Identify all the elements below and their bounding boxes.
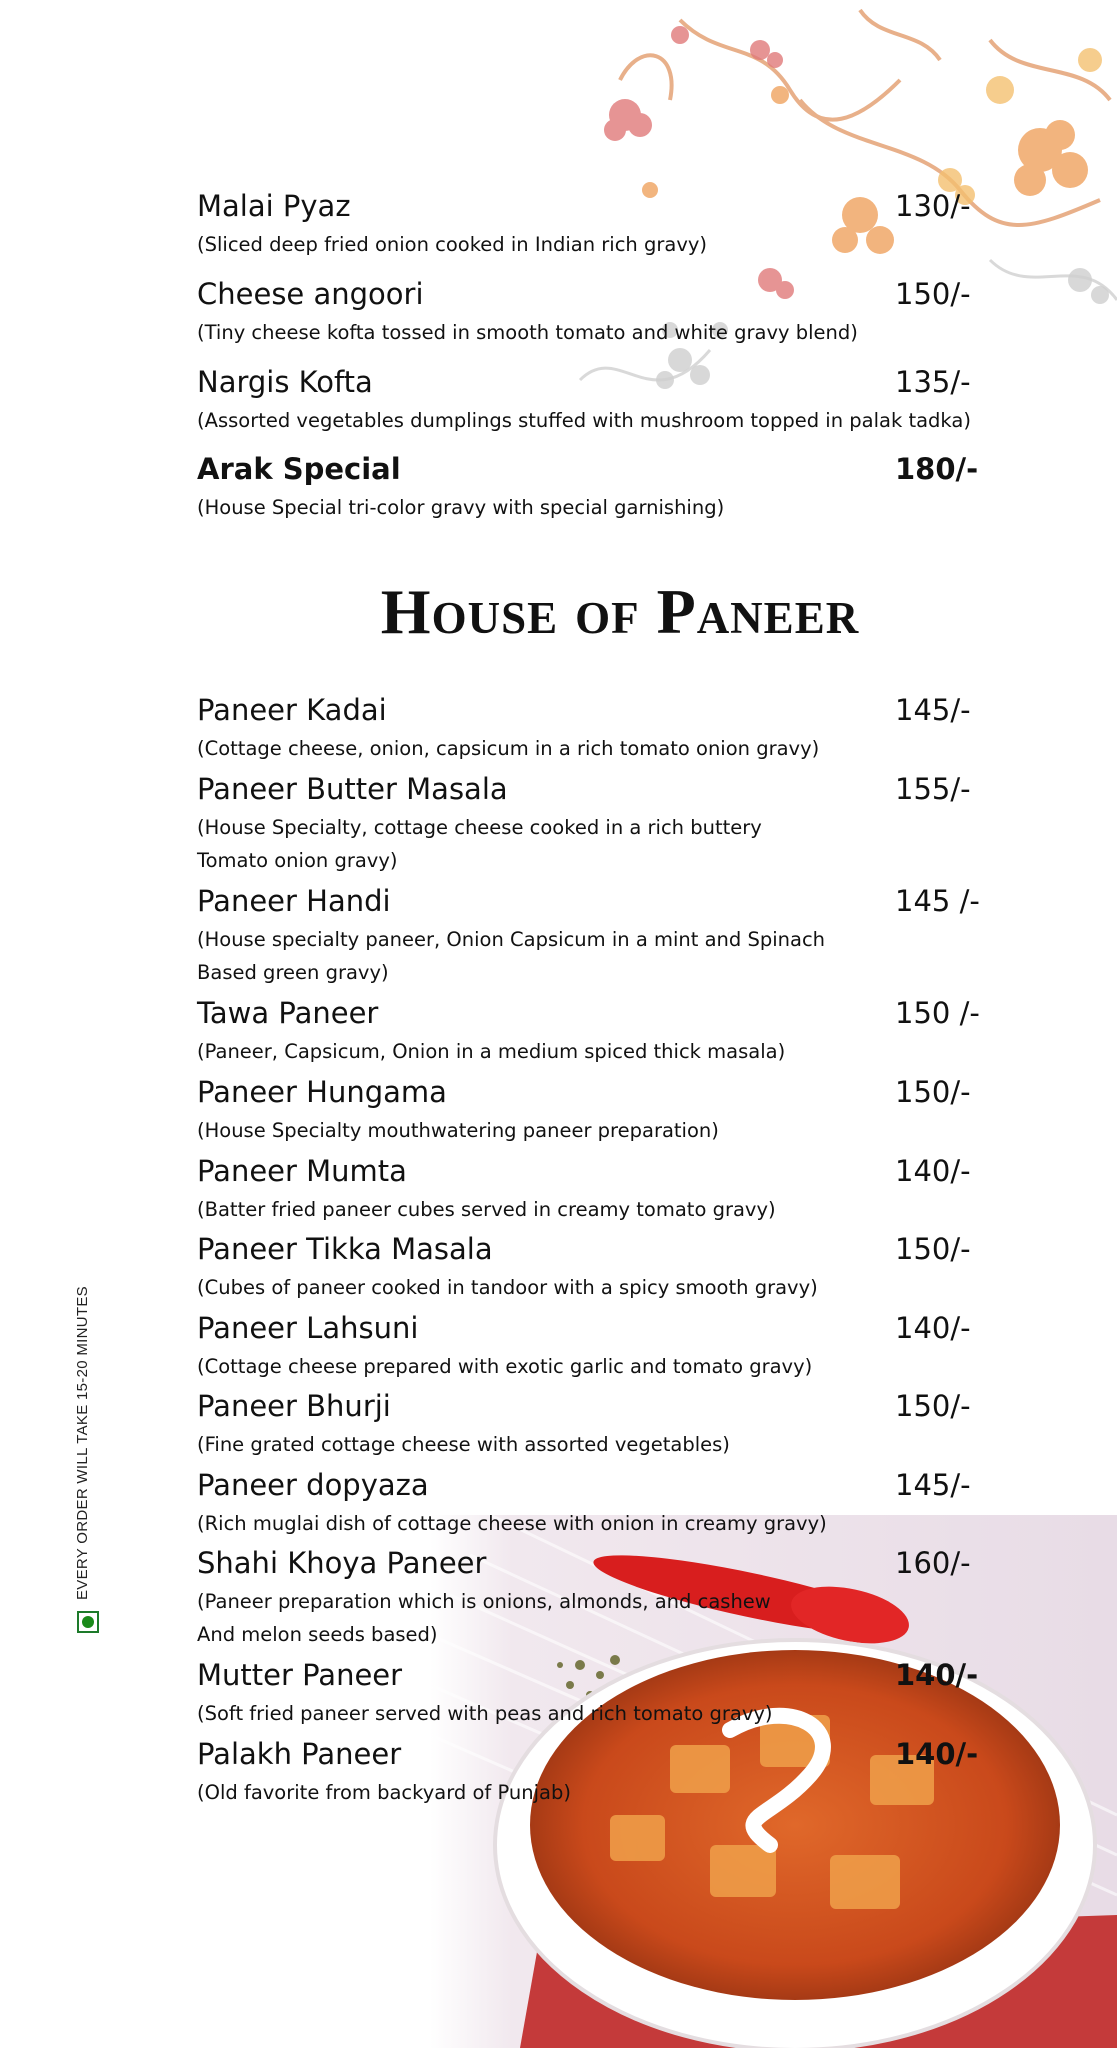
item-name: Paneer Butter Masala [197,772,508,806]
item-description: (Rich muglai dish of cottage cheese with onion in creamy gravy) [197,1512,827,1535]
item-price: 145/- [895,1468,971,1502]
item-name: Paneer Lahsuni [197,1311,419,1345]
item-name: Paneer Hungama [197,1075,447,1109]
item-name: Paneer Mumta [197,1154,407,1188]
item-price: 150 /- [895,996,980,1030]
item-name: Paneer dopyaza [197,1468,429,1502]
item-price: 150/- [895,1389,971,1423]
item-description-line: Based green gravy) [197,961,389,984]
item-price: 145/- [895,693,971,727]
item-description: (Sliced deep fried onion cooked in Indian rich gravy) [197,233,708,256]
item-price: 150/- [895,1232,971,1266]
veg-symbol-icon [77,1611,99,1633]
item-description: (Soft fried paneer served with peas and rich tomato gravy) [197,1702,773,1725]
section-title: House of Paneer [380,576,860,647]
item-price: 180/- [895,452,979,486]
item-description: (Cottage cheese, onion, capsicum in a rich tomato onion gravy) [197,737,820,760]
item-description: (Paneer, Capsicum, Onion in a medium spiced thick masala) [197,1040,786,1063]
item-price: 140/- [895,1737,979,1771]
item-description: (House Specialty mouthwatering paneer preparation) [197,1119,719,1142]
item-description-line: Tomato onion gravy) [197,849,398,872]
item-description: (Cubes of paneer cooked in tandoor with a spicy smooth gravy) [197,1276,818,1299]
item-description: (Old favorite from backyard of Punjab) [197,1781,571,1804]
item-description: (House Special tri-color gravy with special garnishing) [197,496,725,519]
item-description: (Cottage cheese prepared with exotic garlic and tomato gravy) [197,1355,813,1378]
item-description [197,1585,837,1651]
item-description: (Tiny cheese kofta tossed in smooth tomato and white gravy blend) [197,321,858,344]
item-description [197,811,837,877]
item-description-line: And melon seeds based) [197,1623,438,1646]
item-description: (Fine grated cottage cheese with assorted vegetables) [197,1433,730,1456]
item-price: 155/- [895,772,971,806]
item-name: Paneer Tikka Masala [197,1232,493,1266]
item-name: Cheese angoori [197,277,424,311]
item-name: Tawa Paneer [197,996,379,1030]
item-description: (Batter fried paneer cubes served in creamy tomato gravy) [197,1198,776,1221]
item-price: 145 /- [895,884,980,918]
veg-dot-icon [82,1616,94,1628]
order-time-note: EVERY ORDER WILL TAKE 15-20 MINUTES [74,1286,91,1600]
item-description [197,923,837,989]
item-name: Mutter Paneer [197,1658,403,1692]
item-price: 135/- [895,365,971,399]
item-price: 140/- [895,1154,971,1188]
item-price: 140/- [895,1311,971,1345]
item-name: Arak Special [197,452,401,486]
item-description-line: (House Specialty, cottage cheese cooked in a rich buttery [197,816,762,839]
floral-decoration [560,0,1117,560]
item-name: Palakh Paneer [197,1737,402,1771]
item-name: Malai Pyaz [197,189,351,223]
item-name: Paneer Bhurji [197,1389,391,1423]
item-description: (Assorted vegetables dumplings stuffed with mushroom topped in palak tadka) [197,409,971,432]
item-price: 150/- [895,277,971,311]
item-name: Shahi Khoya Paneer [197,1546,487,1580]
item-name: Nargis Kofta [197,365,373,399]
item-description-line: (House specialty paneer, Onion Capsicum in a mint and Spinach [197,928,826,951]
item-name: Paneer Handi [197,884,391,918]
item-price: 160/- [895,1546,971,1580]
item-price: 130/- [895,189,971,223]
item-name: Paneer Kadai [197,693,387,727]
item-price: 140/- [895,1658,979,1692]
item-description-line: (Paneer preparation which is onions, almonds, and cashew [197,1590,771,1613]
item-price: 150/- [895,1075,971,1109]
